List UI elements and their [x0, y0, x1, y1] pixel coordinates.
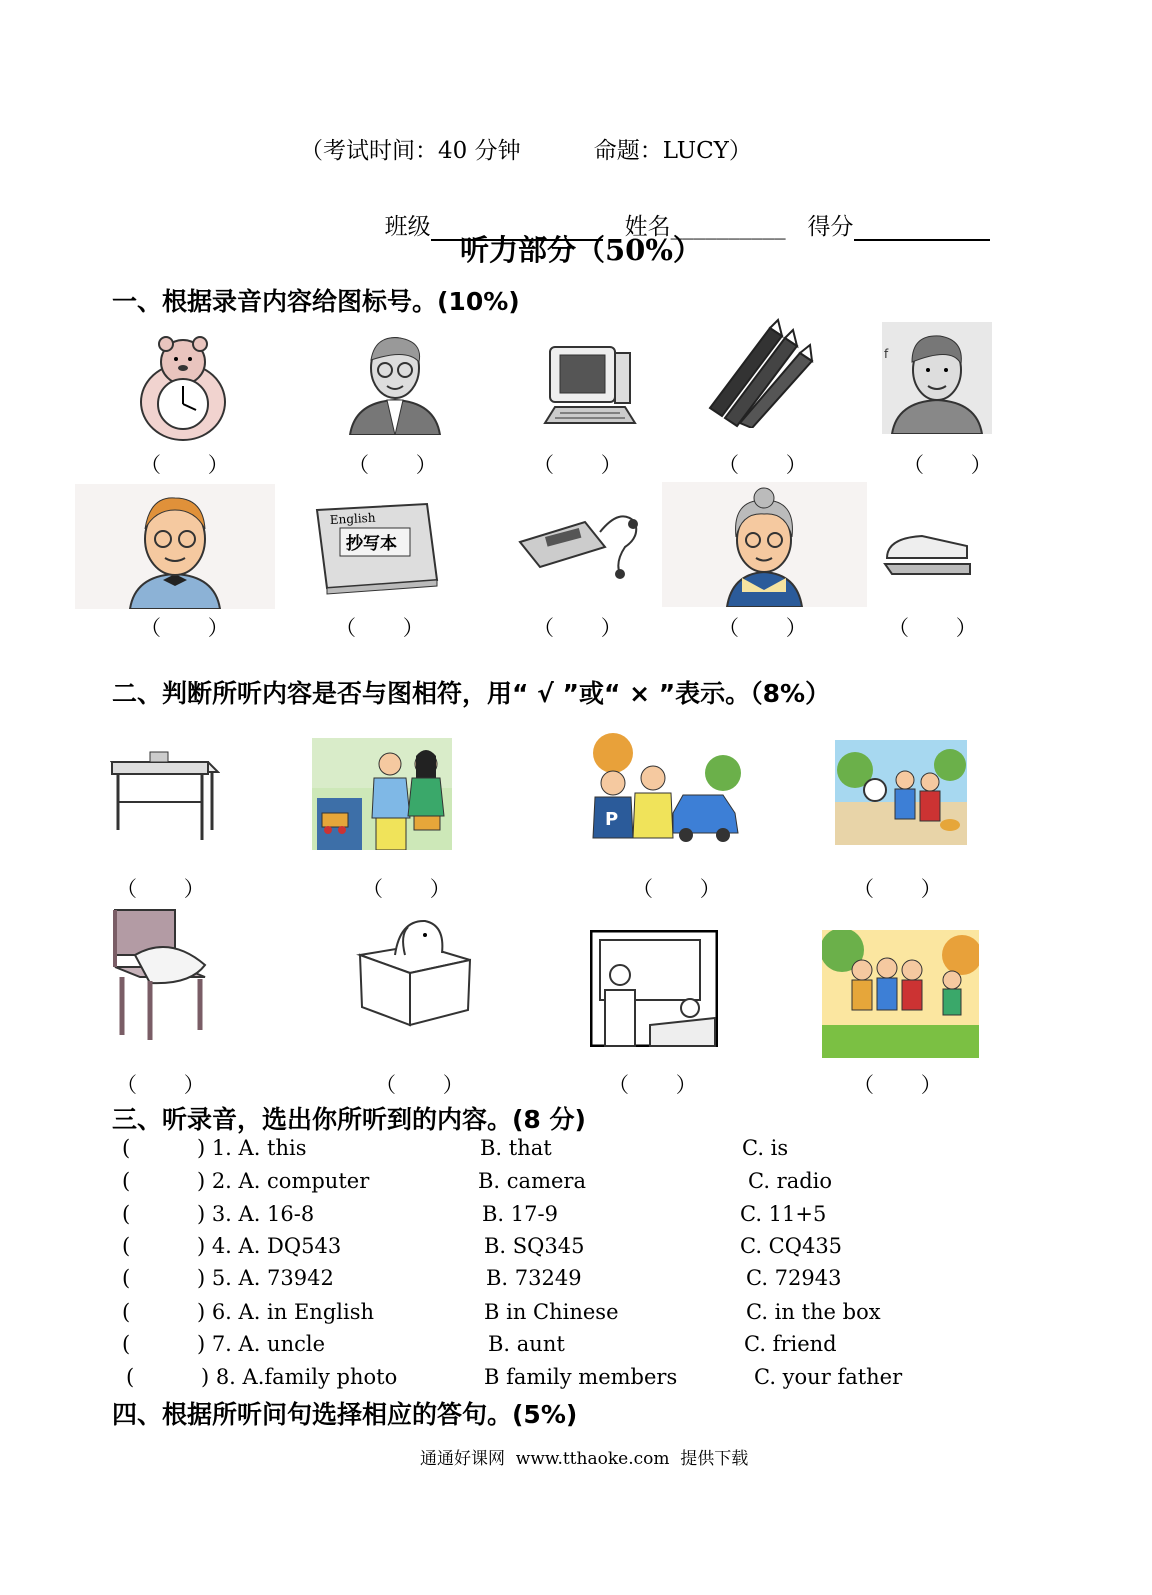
answer-paren[interactable]: （ ） [348, 453, 437, 477]
answer-paren[interactable]: （ ） [140, 616, 229, 640]
question-option-b: B. 73249 [486, 1266, 582, 1290]
answer-paren[interactable]: （ ） [116, 877, 205, 901]
page-title: 听力部分（50%） [460, 233, 702, 267]
question-option-b: B in Chinese [484, 1300, 619, 1324]
question-option-a: ( ) 4. A. DQ543 [122, 1234, 342, 1258]
pens-icon [700, 318, 820, 428]
answer-paren[interactable]: （ ） [608, 1073, 697, 1097]
man-portrait-icon [882, 322, 992, 434]
answer-paren[interactable]: （ ） [116, 1073, 205, 1097]
question-option-c: C. radio [748, 1169, 833, 1193]
exam-info: （考试时间：40 分钟 命题：LUCY） [300, 138, 752, 164]
question-option-a: ( ) 6. A. in English [122, 1300, 374, 1324]
svg-text:P: P [605, 809, 619, 830]
question-option-a: ( ) 7. A. uncle [122, 1332, 325, 1356]
boys-and-car-icon [583, 733, 743, 858]
answer-paren[interactable]: （ ） [903, 453, 992, 477]
question-option-a: ( ) 8. A.family photo [126, 1365, 398, 1389]
footer-text: 通通好课网 www.tthaoke.com 提供下载 [420, 1449, 749, 1469]
answer-paren[interactable]: （ ） [335, 616, 424, 640]
question-option-c: C. CQ435 [740, 1234, 843, 1258]
bear-clock-icon [128, 332, 238, 442]
score-label: 得分 [807, 214, 854, 240]
section4-heading: 四、根据所听问句选择相应的答句。(5%) [112, 1400, 578, 1429]
answer-paren[interactable]: （ ） [888, 616, 977, 640]
kids-with-toy-train-icon [312, 738, 452, 850]
answer-paren[interactable]: （ ） [718, 453, 807, 477]
answer-paren[interactable]: （ ） [853, 1073, 942, 1097]
name-label: 姓名 [624, 214, 671, 240]
name-field[interactable]: __________ [670, 214, 786, 240]
question-option-a: ( ) 5. A. 73942 [122, 1266, 334, 1290]
walkman-icon [515, 502, 645, 582]
question-option-b: B. aunt [488, 1332, 565, 1356]
question-option-a: ( ) 1. A. this [122, 1136, 307, 1160]
teacher-at-blackboard-icon [590, 930, 718, 1047]
question-option-b: B family members [484, 1365, 678, 1389]
svg-text:f: f [884, 347, 889, 361]
question-row[interactable] [122, 1136, 1042, 1166]
section1-heading: 一、根据录音内容给图标号。(10%) [112, 287, 520, 316]
question-option-c: C. 72943 [746, 1266, 842, 1290]
question-option-a: ( ) 3. A. 16-8 [122, 1202, 315, 1226]
class-label: 班级 [384, 214, 431, 240]
kids-in-park-icon [822, 930, 979, 1058]
question-row[interactable] [122, 1365, 1042, 1395]
question-option-b: B. that [480, 1136, 552, 1160]
question-row[interactable] [122, 1300, 1042, 1330]
section2-heading: 二、判断所听内容是否与图相符，用“ √ ”或“ × ”表示。（8%） [112, 679, 831, 708]
chair-with-coat-icon [110, 905, 210, 1040]
answer-paren[interactable]: （ ） [362, 877, 451, 901]
question-row[interactable] [122, 1234, 1042, 1264]
question-row[interactable] [122, 1202, 1042, 1232]
question-option-b: B. 17-9 [482, 1202, 558, 1226]
question-row[interactable] [122, 1169, 1042, 1199]
question-row[interactable] [122, 1332, 1042, 1362]
dog-in-box-icon [350, 915, 478, 1027]
question-option-c: C. friend [744, 1332, 837, 1356]
question-option-c: C. is [742, 1136, 789, 1160]
book-cover-text: 抄写本 [346, 534, 397, 554]
answer-paren[interactable]: （ ） [718, 616, 807, 640]
english-copybook-icon [312, 500, 442, 595]
question-row[interactable] [122, 1266, 1042, 1296]
answer-paren[interactable]: （ ） [533, 453, 622, 477]
score-field[interactable] [854, 217, 990, 241]
question-option-a: ( ) 2. A. computer [122, 1169, 370, 1193]
question-option-c: C. in the box [746, 1300, 881, 1324]
old-man-icon [75, 484, 275, 609]
question-option-b: B. camera [478, 1169, 586, 1193]
desk-icon [110, 742, 220, 842]
man-with-glasses-icon [345, 330, 445, 435]
answer-paren[interactable]: （ ） [533, 616, 622, 640]
kids-with-compass-icon [835, 740, 967, 845]
computer-icon [540, 345, 640, 430]
answer-paren[interactable]: （ ） [375, 1073, 464, 1097]
grandmother-icon [662, 482, 867, 607]
book-title-text: English [329, 510, 376, 527]
answer-paren[interactable]: （ ） [853, 877, 942, 901]
stapler-icon [882, 528, 974, 580]
answer-paren[interactable]: （ ） [140, 453, 229, 477]
answer-paren[interactable]: （ ） [632, 877, 721, 901]
question-option-b: B. SQ345 [484, 1234, 585, 1258]
question-option-c: C. your father [754, 1365, 903, 1389]
section3-heading: 三、听录音，选出你所听到的内容。(8 分) [112, 1105, 586, 1134]
question-option-c: C. 11+5 [740, 1202, 827, 1226]
